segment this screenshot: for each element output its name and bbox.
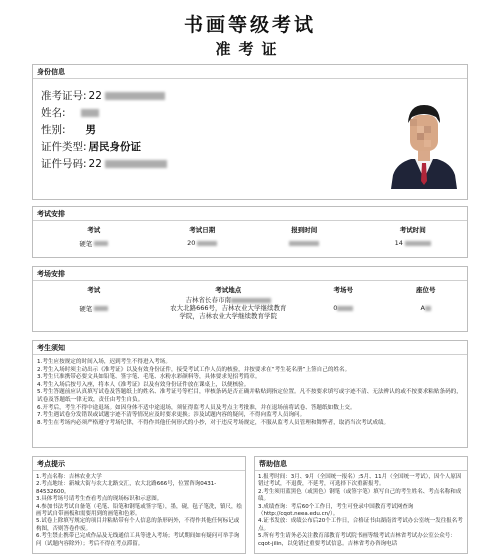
redacted-ticket-number: [105, 92, 165, 100]
redacted-text: [94, 241, 108, 246]
list-item: 2.考生须用蓝黑色（或黑色）钢笔（或签字笔）填写自己的考生姓名、考点名称和成绩。: [258, 488, 462, 503]
schedule-header-checkin: 报到时间: [291, 226, 318, 234]
redacted-text: [337, 306, 353, 311]
place-line-3: 学院，吉林农业大学继续教育学院: [179, 312, 278, 320]
ticket-number-label: 准考证号:: [41, 90, 87, 102]
schedule-section: [32, 206, 468, 258]
list-item: 4.参加书法考试自备笔（毛笔、铅笔和钢笔或签字笔），墨，砚，毡子笔洗，镇尺，绘画考试自带画板和需要用到的画笔和色彩。: [36, 503, 243, 518]
redacted-name: [81, 109, 99, 117]
list-item: 6.考生禁止携带已完成作品及无线通信工具等进入考场；考试期间如有疑问可举手询问（试题内容除外）；考后不得在考点滞留。: [36, 533, 240, 547]
redacted-text: [94, 306, 108, 311]
list-item: 2.考点地址：新城大街与农大北路交汇，农大北路666号，位置咨询0431-84532600。: [36, 481, 217, 495]
room-cell-place: [155, 296, 303, 320]
list-item: 1.考点名称：吉林农业大学: [36, 474, 102, 480]
list-item: 3.具体考场号请考生查看考点的现场标识和示意图。: [36, 496, 163, 503]
name-label: 姓名:: [41, 107, 66, 119]
identity-section: [32, 64, 468, 200]
room-cell-number: [302, 296, 384, 320]
list-item: 1.考生应按规定的时间入场，迟到考生不得进入考场。: [37, 359, 171, 365]
seat-number-value: A: [420, 304, 425, 312]
room-cell-seat: [385, 296, 467, 320]
redacted-text: [231, 298, 271, 303]
schedule-cell-checkin: [250, 236, 359, 250]
tips-list: [36, 474, 244, 548]
notice-list: [37, 359, 465, 427]
help-list: [258, 474, 466, 548]
place-line-1-text: 吉林省长春市南: [185, 296, 232, 304]
room-header-row: [33, 283, 467, 296]
room-table: [33, 283, 467, 320]
place-line-2: 农大北路666号，吉林农业大学继续教育: [170, 304, 287, 312]
redacted-text: [405, 241, 431, 246]
schedule-date-value: 20: [187, 239, 196, 247]
redacted-id-number: [105, 160, 167, 168]
list-item: 6.开考后，考生不得中途退场。如因身体不适中途退场，须征得监考人员及考点主考批准，并在退场前将试卷、答题纸如数上交。: [37, 404, 356, 411]
redacted-text: [289, 241, 319, 246]
schedule-cell-exam: [33, 236, 155, 250]
student-photo: [387, 97, 461, 189]
schedule-header-exam: 考试: [87, 226, 101, 234]
schedule-exam-value: 硬笔: [79, 239, 93, 248]
schedule-section-title: 考试安排: [33, 207, 467, 221]
notice-section-title: 考生须知: [33, 341, 467, 355]
room-header-exam: 考试: [87, 286, 101, 294]
redacted-text: [197, 241, 217, 246]
id-number-label: 证件号码:: [41, 158, 87, 170]
id-type-label: 证件类型:: [41, 141, 87, 153]
schedule-header-date: 考试日期: [189, 226, 216, 234]
help-section: [254, 456, 468, 554]
list-item: 5.所有考生请务必关注教育部教育考试院书画等级考试吉林省考试办公室公众号：cqot-jilin，以免错过重要考试信息。吉林省考办咨询电话: [258, 533, 456, 547]
list-item: 1.报考时间：3月、9月（全国统一报名）;5月、11月（全国统一考试），因个人原因错过考试，不退费，不延考，可选择下次重新报考。: [258, 474, 462, 488]
certificate-subtitle: 准考证: [215, 40, 285, 58]
room-exam-value: 硬笔: [79, 304, 93, 313]
identity-section-title: 身份信息: [33, 65, 467, 79]
redacted-text: [425, 306, 431, 311]
schedule-cell-time: [358, 236, 467, 250]
room-section-title: 考场安排: [33, 267, 467, 281]
id-number-value: 22: [88, 158, 102, 170]
help-section-title: 帮助信息: [255, 457, 467, 471]
schedule-header-time: 考试时间: [399, 226, 426, 234]
schedule-header-row: [33, 223, 467, 236]
gender-label: 性别:: [41, 124, 66, 136]
list-item: 2.考生入场时须主动出示《准考证》以及有效身份证件，接受考试工作人员的核验，并按要求在“考生花名册”上签自己的姓名。: [37, 366, 351, 373]
ticket-number-value: 22: [88, 90, 102, 102]
list-item: 5.试卷上除填写规定的项目并粘贴带有个人信息的条形码外，不得作其他任何标记或构图，否则答卷作废。: [36, 518, 240, 532]
list-item: 4.考生入场后按号入座，将本人《准考证》以及有效身份证件放在课桌上，以便核验。: [37, 381, 250, 388]
gender-value: 男: [85, 124, 97, 136]
certificate-title: 书画等级考试: [183, 14, 316, 36]
info-row-name: [41, 106, 99, 120]
notice-section: [32, 340, 468, 448]
info-row-id-type: [41, 140, 141, 154]
info-row-ticket: [41, 89, 165, 103]
room-header-place: 考试地点: [215, 286, 242, 294]
table-row: [33, 296, 467, 320]
info-row-gender: [41, 123, 96, 137]
list-item: 5.考生答题前应认真填写试卷及答题纸上的姓名、准考证号等栏目，审核条码是否正确并粘贴到指定位置。凡不按要求填写或字迹不清、无法辨认的或不按要求粘贴条码的，试卷及答题纸一律无效，责任由考生自负。: [37, 389, 462, 403]
schedule-cell-date: [155, 236, 250, 250]
schedule-table: [33, 223, 467, 250]
place-line-1: [155, 296, 303, 304]
tips-section: [32, 456, 246, 554]
room-cell-exam: [33, 296, 155, 320]
id-type-value: 居民身份证: [88, 141, 142, 153]
room-header-room: 考场号: [333, 286, 354, 294]
list-item: 4.证书发放：成绩公布后20个工作日，合格证书由湖南省考试办公室统一发往报名考点。: [258, 518, 463, 532]
table-row: [33, 236, 467, 250]
info-row-id-number: [41, 157, 167, 171]
list-item: 3.成绩查询：考后60个工作日，考生可登录中国教育考试网查询（http://cqot.neea.edu.cn/）。: [258, 503, 414, 518]
student-photo-image: [387, 97, 461, 189]
tips-section-title: 考点提示: [33, 457, 245, 471]
room-header-seat: 座位号: [416, 286, 436, 294]
room-number-value: 0: [333, 304, 338, 312]
list-item: 3.考生只准携带必要文具如铅笔、签字笔、毛笔、水粉水彩颜料等，具体要求见招考简章。: [37, 374, 261, 381]
list-item: 7.考生遇试卷分发错误或试题字迹不清等情况应及时要求更换；涉及试题内容的疑问，不得向监考人员询问。: [37, 412, 306, 419]
room-section: [32, 266, 468, 332]
schedule-time-value: 14: [394, 239, 403, 247]
list-item: 8.考生在考场内必须严格遵守考场纪律，不得作其他任何形式的小抄，对于违反考场规定，不服从监考人员管理和舞弊者，取消当次考试成绩。: [37, 419, 390, 426]
